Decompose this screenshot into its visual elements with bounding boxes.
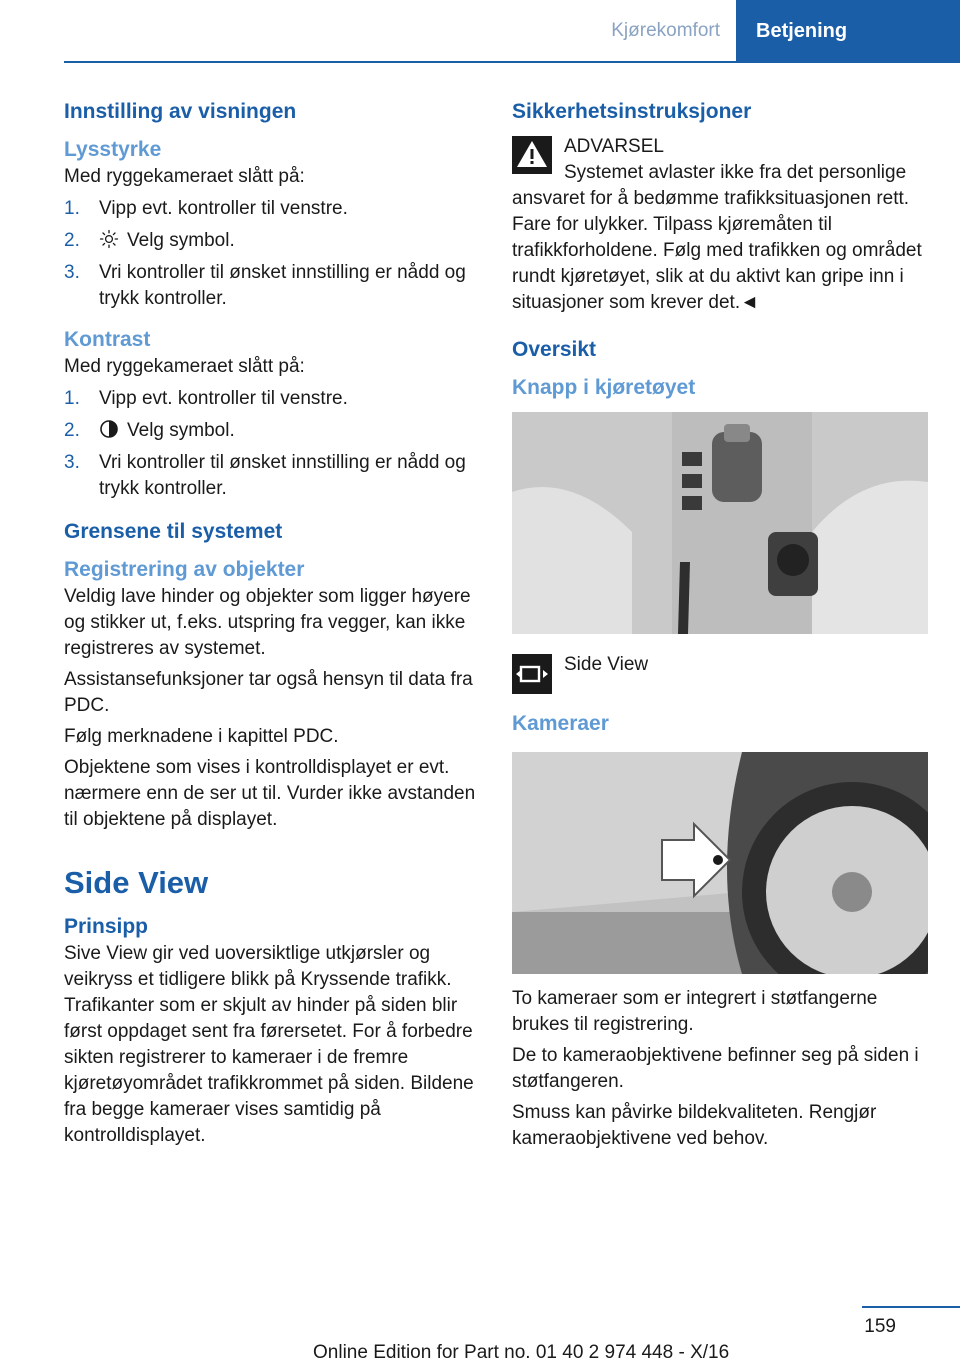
heading-registrering: Registrering av objekter — [64, 558, 305, 581]
list-item — [64, 386, 480, 412]
kontrast-steps — [64, 386, 480, 502]
paragraph: Følg merknadene i kapittel PDC. — [64, 726, 339, 747]
heading-prinsipp: Prinsipp — [64, 915, 149, 938]
page-number: 159 — [864, 1316, 896, 1337]
page-footer — [0, 1300, 960, 1362]
side-view-button-icon[interactable] — [512, 654, 552, 694]
paragraph: Objektene som vises i kontrolldisplayet er evt. nærmere enn de ser ut til. Vurder ikke avstanden til objektene på displayet. — [64, 757, 476, 830]
paragraph: Smuss kan påvirke bildekvaliteten. Rengjør kameraobjektivene ved behov. — [512, 1102, 877, 1149]
heading-lysstyrke: Lysstyrke — [64, 138, 162, 161]
console-photo — [512, 412, 928, 634]
list-item — [64, 196, 480, 222]
left-column — [64, 98, 480, 1154]
footer-rule — [862, 1306, 960, 1308]
lysstyrke-intro: Med ryggekameraet slått på: — [64, 166, 305, 187]
edition-text: Online Edition for Part no. 01 40 2 974 448 - X/16 — [313, 1342, 730, 1362]
paragraph: De to kameraobjektivene befinner seg på siden i støtfangeren. — [512, 1045, 919, 1092]
warning-block — [512, 134, 928, 180]
paragraph: Assistansefunksjoner tar også hensyn til data fra PDC. — [64, 669, 473, 716]
step-number: 1. — [64, 198, 80, 219]
step-text: Velg symbol. — [127, 420, 235, 441]
step-text: Vri kontroller til ønsket innstilling er nådd og trykk kontroller. — [99, 262, 466, 309]
brightness-icon — [99, 229, 119, 249]
list-item — [64, 228, 480, 254]
step-number: 2. — [64, 230, 80, 251]
chapter-tab-betjening[interactable]: Betjening — [736, 0, 960, 62]
warning-text: Systemet avlaster ikke fra det personlige ansvaret for å bedømme trafikksituasjonen rett. Fare for ulykker. Tilpass kjøremåten til trafikkforholdene. Følg med trafikken og området rundt kjøretøyet, slik at du aktivt kan gripe inn i situasjoner som krever det.◄ — [512, 162, 922, 313]
step-text: Vipp evt. kontroller til venstre. — [99, 388, 348, 409]
step-number: 3. — [64, 452, 80, 473]
list-item — [64, 450, 480, 502]
paragraph: To kameraer som er integrert i støtfangerne brukes til registrering. — [512, 988, 878, 1035]
list-item — [64, 260, 480, 312]
side-view-button-row — [512, 650, 928, 698]
section-tab-kjorekomfort[interactable]: Kjørekomfort — [611, 20, 720, 41]
paragraph: Veldig lave hinder og objekter som ligger høyere og stikker ut, f.eks. utspring fra vegger, kan ikke registreres av systemet. — [64, 586, 471, 659]
heading-innstilling: Innstilling av visningen — [64, 100, 297, 123]
kontrast-intro: Med ryggekameraet slått på: — [64, 356, 305, 377]
paragraph: Sive View gir ved uoversiktlige utkjørsler og veikryss et tidligere blikk på Kryssende trafikk. Trafikanter som er skjult av hinder på siden blir først oppdaget sent fra førersetet. For å forbedre sikten registrerer to kameraer i de fremre kjøretøyområdet trafikkrommet på siden. Bildene fra begge kameraer vises samtidig på kontrolldisplayet. — [64, 943, 474, 1146]
list-item — [64, 418, 480, 444]
warning-label: ADVARSEL — [564, 136, 664, 157]
heading-side-view: Side View — [64, 865, 209, 900]
heading-grensene: Grensene til systemet — [64, 520, 283, 543]
camera-photo — [512, 752, 928, 974]
step-text: Vri kontroller til ønsket innstilling er nådd og trykk kontroller. — [99, 452, 466, 499]
heading-knapp: Knapp i kjøretøyet — [512, 376, 696, 399]
lysstyrke-steps — [64, 196, 480, 312]
step-number: 2. — [64, 420, 80, 441]
heading-kontrast: Kontrast — [64, 328, 151, 351]
warning-icon — [512, 136, 552, 174]
side-view-button-label: Side View — [564, 654, 649, 675]
contrast-icon — [99, 419, 119, 439]
heading-oversikt: Oversikt — [512, 338, 597, 361]
step-number: 3. — [64, 262, 80, 283]
header-rule — [64, 61, 960, 63]
page-header — [0, 0, 960, 62]
step-text: Velg symbol. — [127, 230, 235, 251]
heading-kameraer: Kameraer — [512, 712, 609, 735]
step-number: 1. — [64, 388, 80, 409]
heading-sikkerhet: Sikkerhetsinstruksjoner — [512, 100, 752, 123]
step-text: Vipp evt. kontroller til venstre. — [99, 198, 348, 219]
right-column — [512, 98, 928, 1157]
